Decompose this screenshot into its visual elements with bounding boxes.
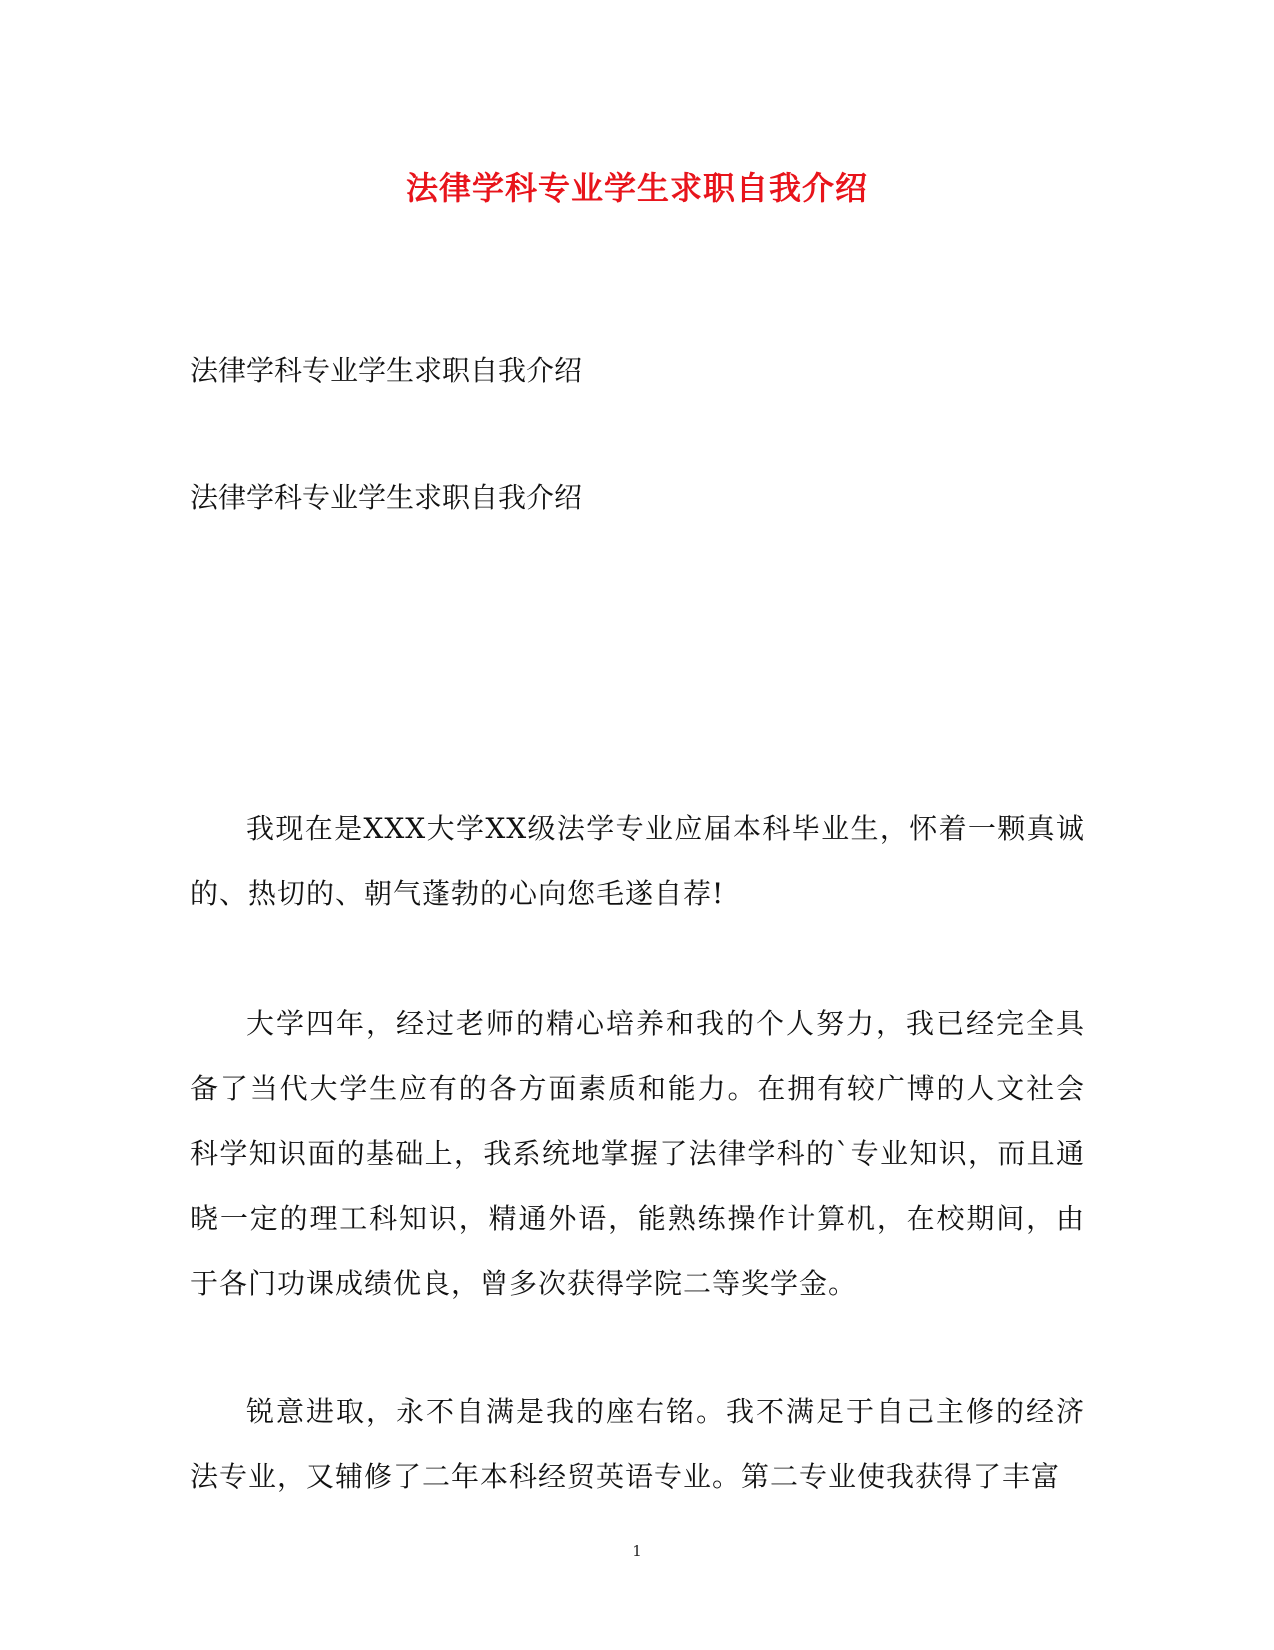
- subtitle-line-2: 法律学科专业学生求职自我介绍: [190, 481, 583, 514]
- body-paragraph-2: 大学四年，经过老师的精心培养和我的个人努力，我已经完全具备了当代大学生应有的各方面素质和能力。在拥有较广博的人文社会科学知识面的基础上，我系统地掌握了法律学科的`专业知识，而且通晓一定的理工科知识，精通外语，能熟练操作计算机，在校期间，由于各门功课成绩优良，曾多次获得学院二等奖学金。: [190, 1007, 1085, 1300]
- page-number: 1: [632, 1542, 642, 1560]
- document-title: 法律学科专业学生求职自我介绍: [405, 169, 868, 207]
- body-paragraph-3: 锐意进取，永不自满是我的座右铭。我不满足于自己主修的经济法专业，又辅修了二年本科经贸英语专业。第二专业使我获得了丰富: [190, 1395, 1085, 1493]
- body-paragraph-1: 我现在是XXX大学XX级法学专业应届本科毕业生，怀着一颗真诚的、热切的、朝气蓬勃的心向您毛遂自荐!: [190, 812, 1085, 910]
- subtitle-line-1: 法律学科专业学生求职自我介绍: [190, 354, 583, 387]
